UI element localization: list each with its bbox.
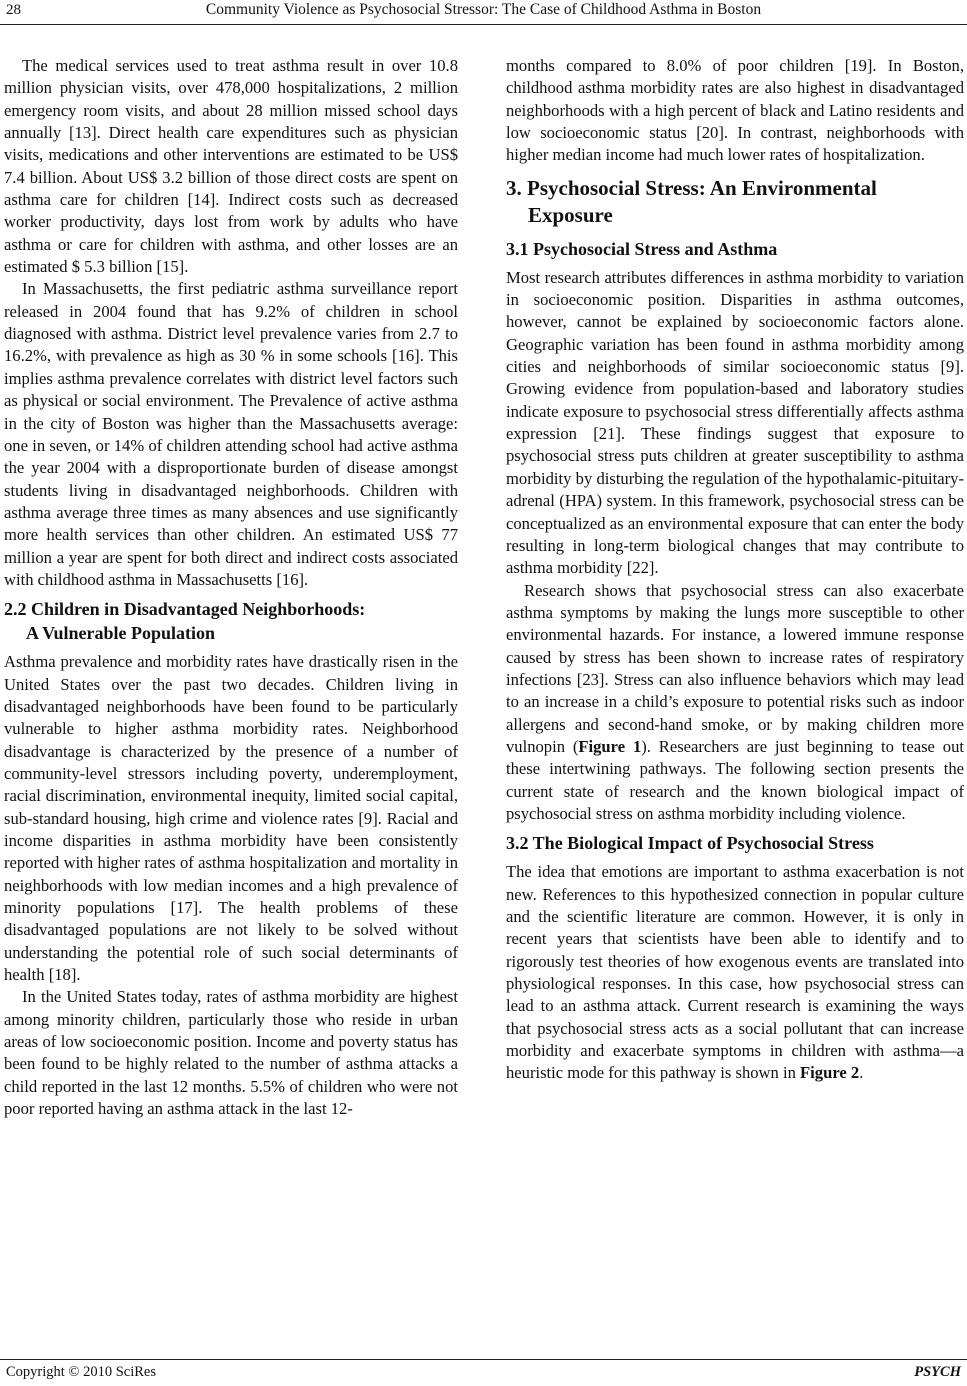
page-header [0, 0, 967, 26]
copyright-notice: Copyright © 2010 SciRes [6, 1364, 156, 1380]
section-heading-3-2: 3.2 The Biological Impact of Psychosocial Stress [506, 833, 874, 854]
header-divider [0, 24, 967, 25]
paragraph [506, 861, 964, 1084]
paragraph: In the United States today, rates of asthma morbidity are highest among minority children, particularly those who reside in urban areas of low socioeconomic position. Income and poverty status has been found to be highly related to the number of asthma attacks a child reported in the last 12 months. 5.5% of children who were not poor reported having an asthma attack in the last 12- [4, 987, 458, 1119]
footer-divider [0, 1359, 967, 1360]
heading-line: 3. Psychosocial Stress: An Environmental [506, 175, 877, 200]
section-heading-2-2 [4, 597, 458, 645]
left-column [4, 55, 458, 1120]
paragraph: The medical services used to treat asthma result in over 10.8 million physician visits, over 478,000 hospitalizations, 2 million emergency room visits, and about 28 million missed school days annually [13]. Direct health care expenditures such as physician visits, medications and other interventions are estimated to be US$ 7.4 billion. About US$ 3.2 billion of those direct costs are spent on asthma care for children [14]. Indirect costs such as decreased worker productivity, days lost from work by adults who have asthma or care for children with asthma, and other losses are an estimated $ 5.3 billion [15]. [4, 56, 458, 277]
paragraph-text: . [859, 1063, 864, 1083]
figure-reference: Figure 1 [578, 736, 642, 756]
section-heading-3-1: 3.1 Psychosocial Stress and Asthma [506, 238, 778, 259]
paragraph-text: The idea that emotions are important to asthma exacerbation is not new. References to this hypothesized connection in popular culture and the scientific literature are common. However, it is only in recent years that scientists have been able to identify and to rigorously test theories of how exogenous events are translated into physiological responses. In this case, how psychosocial stress can lead to an asthma attack. Current research is examining the ways that psychosocial stress acts as a social pollutant that can increase morbidity and exacerbate symptoms in children with asthma—a heuristic mode for this pathway is shown in [506, 862, 964, 1083]
paragraph: Asthma prevalence and morbidity rates have drastically risen in the United States over the past two decades. Children living in disadvantaged neighborhoods have been found to be particularly vulnerable to higher asthma morbidity rates. Neighborhood disadvantage is characterized by the presence of a number of community-level stressors including poverty, underemployment, racial discrimination, environmental inequity, limited social capital, sub-standard housing, high crime and violence rates [9]. Racial and income disparities in asthma morbidity have been consistently reported with higher rates of asthma hospitalization and mortality in neighborhoods with low median incomes and a high prevalence of minority populations [17]. The health problems of these disadvantaged populations are not likely to be solved without understanding the potential role of such social determinants of health [18]. [4, 652, 458, 985]
right-column [506, 55, 964, 1085]
paragraph: In Massachusetts, the first pediatric asthma surveillance report released in 2004 found that has 9.2% of children in school diagnosed with asthma. District level prevalence varies from 2.7 to 16.2%, with prevalence as high as 30 % in some schools [16]. This implies asthma prevalence correlates with district level factors such as physical or social environment. The Prevalence of active asthma in the city of Boston was higher than the Massachusetts average: one in seven, or 14% of children attending school had active asthma the year 2004 with a disproportionate burden of disease amongst students living in disadvantaged neighborhoods. Children with asthma average three times as many absences and use significantly more health services than other children. An estimated US$ 77 million a year are spent for both direct and indirect costs associated with childhood asthma in Massachusetts [16]. [4, 279, 458, 589]
paragraph: Most research attributes differences in asthma morbidity to variation in socioeconomic position. Disparities in asthma outcomes, however, cannot be explained by socioeconomic factors alone. Geographic variation has been found in asthma morbidity among cities and neighborhoods of similar socioeconomic status [9]. Growing evidence from population-based and laboratory studies indicate exposure to psychosocial stress differentially affects asthma expression [21]. These findings suggest that exposure to psychosocial stress puts children at greater susceptibility to asthma morbidity by disturbing the regulation of the hypothalamic-pituitary-adrenal (HPA) system. In this framework, psychosocial stress can be conceptualized as an environmental exposure that can enter the body resulting in long-term biological changes that may contribute to asthma morbidity [22]. [506, 267, 964, 578]
heading-line: 2.2 Children in Disadvantaged Neighborhoods: [4, 599, 366, 620]
heading-line: Exposure [528, 202, 613, 227]
figure-reference: Figure 2 [800, 1063, 860, 1083]
paragraph: months compared to 8.0% of poor children [19]. In Boston, childhood asthma morbidity rates are also highest in disadvantaged neighborhoods with a high percent of black and Latino residents and low socioeconomic status [20]. In contrast, neighborhoods with higher median income had much lower rates of hospitalization. [506, 56, 964, 165]
page-number: 28 [6, 2, 21, 18]
paragraph-text: Research shows that psychosocial stress can also exacerbate asthma symptoms by making the lungs more susceptible to other environmental hazards. For instance, a lowered immune response caused by stress has been shown to increase rates of respiratory infections [23]. Stress can also influence behaviors which may lead to an increase in a child’s exposure to potential risks such as indoor allergens and second-hand smoke, or by making children more vulnopin ( [506, 580, 964, 756]
heading-line: A Vulnerable Population [26, 623, 216, 644]
running-title: Community Violence as Psychosocial Stressor: The Case of Childhood Asthma in Boston [205, 1, 762, 18]
paragraph-text: ). Researchers are just beginning to tease out these intertwining pathways. The following section presents the current state of research and the known biological impact of psychosocial stress on asthma morbidity including violence. [506, 736, 964, 823]
section-heading-3 [506, 175, 964, 229]
paragraph [506, 580, 964, 826]
journal-name: PSYCH [914, 1364, 961, 1380]
